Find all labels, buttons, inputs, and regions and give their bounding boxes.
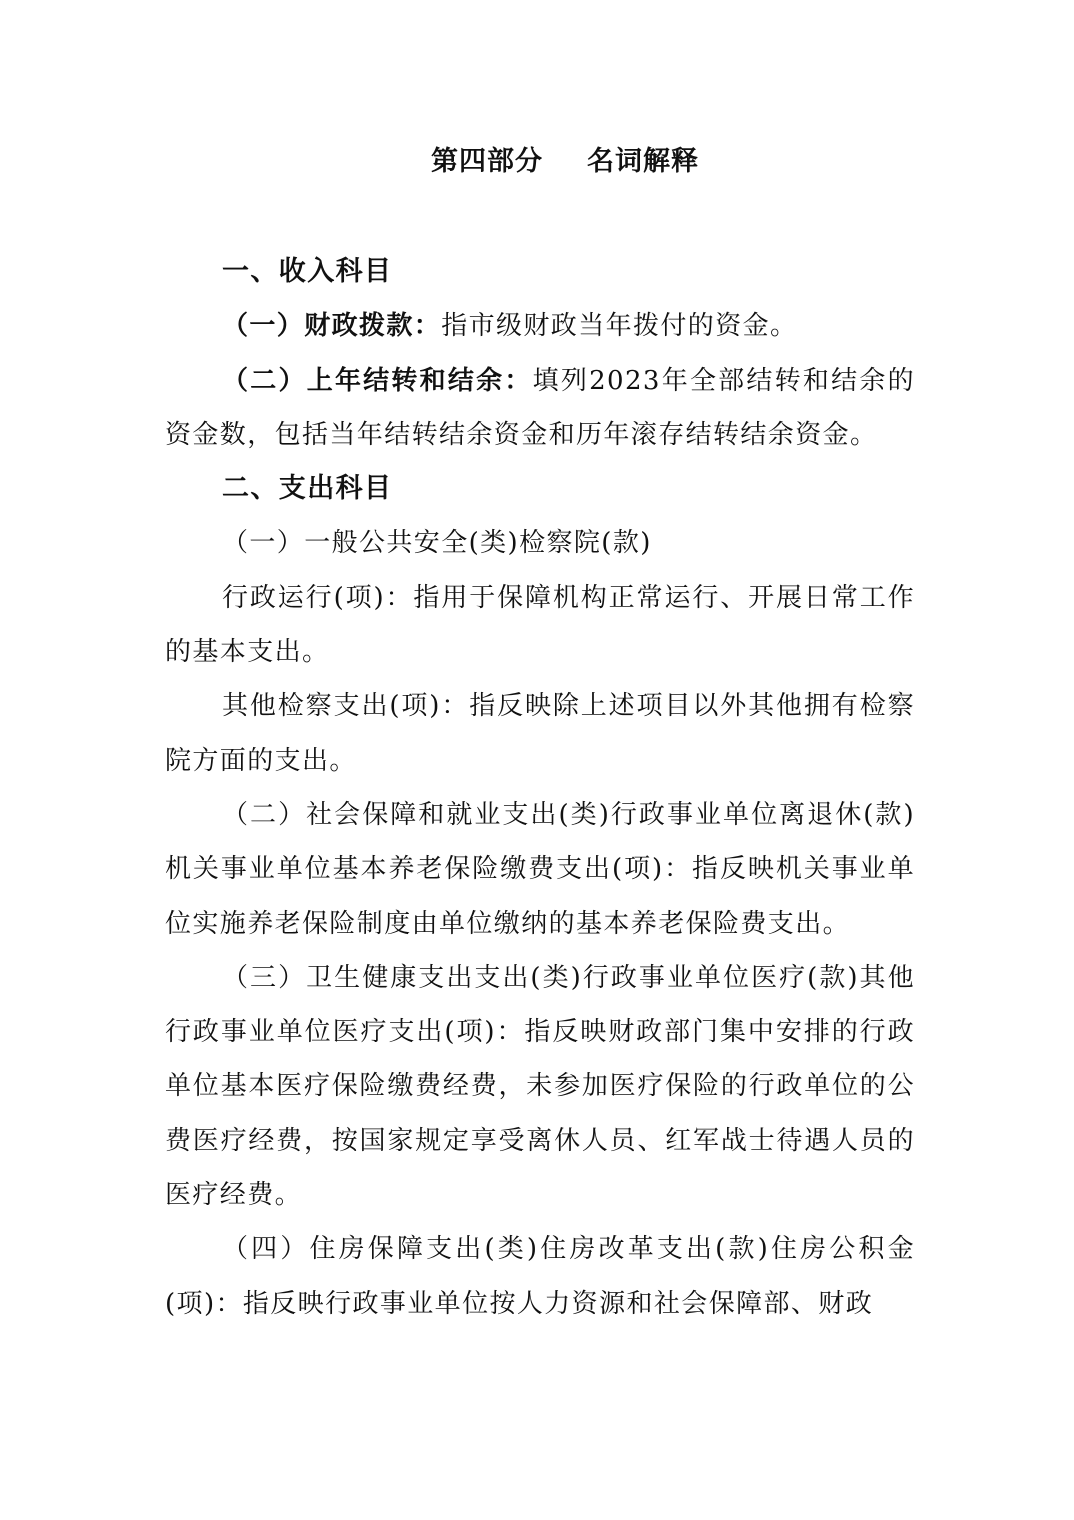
income-item-fiscal-appropriation	[165, 299, 915, 353]
expense-paragraph-housing: （四）住房保障支出(类)住房改革支出(款)住房公积金(项)：指反映行政事业单位按人力资源和社会保障部、财政	[165, 1234, 915, 1319]
income-section-heading: 一、收入科目	[222, 256, 393, 287]
expense-section-heading: 二、支出科目	[222, 473, 393, 505]
income-item2-term: （二）上年结转和结余：	[222, 365, 533, 396]
page-title	[0, 140, 1074, 184]
income-item2-text: 填列2023年全部结转和结余的资金数，包括当年结转结余资金和历年滚存结转结余资金。	[165, 365, 916, 450]
expense-paragraph-admin-operation: 行政运行(项)：指用于保障机构正常运行、开展日常工作的基本支出。	[165, 582, 915, 668]
income-item-carryover	[165, 354, 915, 463]
title-name: 名词解释	[587, 146, 699, 177]
income-item1-text: 指市级财政当年拨付的资金。	[441, 311, 798, 342]
expense-paragraph-health: （三）卫生健康支出支出(类)行政事业单位医疗(款)其他行政事业单位医疗支出(项)：指反映财政部门集中安排的行政单位基本医疗保险缴费经费，未参加医疗保险的行政单位的公费医疗经费，按国家规定享受离休人员、红军战士待遇人员的医疗经费。	[165, 962, 915, 1211]
document-body	[165, 245, 915, 1331]
expense-paragraph-other-procuratorate: 其他检察支出(项)：指反映除上述项目以外其他拥有检察院方面的支出。	[165, 691, 915, 776]
title-part: 第四部分	[431, 146, 543, 177]
expense-paragraph-public-security: （一）一般公共安全(类)检察院(款)	[222, 528, 652, 559]
income-item1-term: （一）财政拨款：	[222, 311, 442, 342]
expense-paragraph-social-security: （二）社会保障和就业支出(类)行政事业单位离退休(款)机关事业单位基本养老保险缴费支出(项)：指反映机关事业单位实施养老保险制度由单位缴纳的基本养老保险费支出。	[165, 799, 915, 939]
